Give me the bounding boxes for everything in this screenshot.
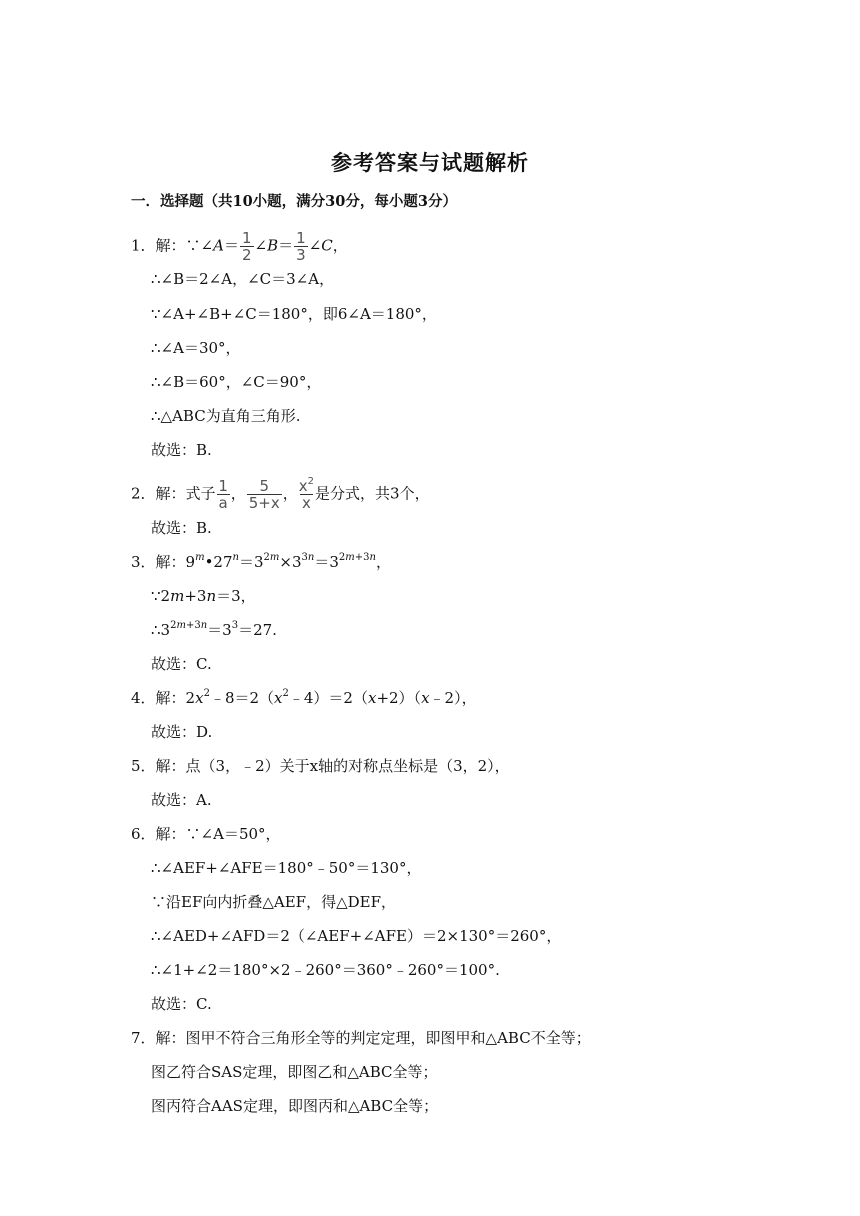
- q7-line-2: 图乙符合SAS定理，即图乙和△ABC全等；: [151, 1063, 438, 1081]
- fraction-1-over-a: [217, 478, 230, 511]
- q6-line-4: ∴∠AED+∠AFD＝2（∠AEF+∠AFE）＝2×130°＝260°，: [151, 927, 562, 945]
- q6-line-2: ∴∠AEF+∠AFE＝180°﹣50°＝130°，: [151, 859, 422, 877]
- fraction-5-over-5-plus-x: [247, 478, 282, 511]
- q1-var: B: [267, 236, 279, 255]
- page-title: 参考答案与试题解析: [331, 150, 529, 175]
- q2-text: 2．解：式子: [131, 484, 216, 503]
- q1-text: ∠: [254, 236, 268, 255]
- numerator-base: x: [298, 477, 308, 495]
- q6-answer: 故选：C.: [151, 995, 212, 1013]
- q7-line-3: 图丙符合AAS定理，即图丙和△ABC全等；: [151, 1097, 439, 1115]
- q3-line-3: $\therefore 3^{2m+3n}=3^3=27$.: [151, 620, 277, 639]
- q1-text: ＝: [223, 236, 239, 255]
- denominator: 5+x: [248, 494, 280, 512]
- q7-line-1: 7．解：图甲不符合三角形全等的判定定理，即图甲和△ABC不全等；: [131, 1029, 591, 1047]
- q2-line-1: [131, 478, 430, 511]
- q2-text: ，: [230, 484, 246, 503]
- denominator: 2: [241, 246, 252, 264]
- q1-text: ，: [332, 236, 348, 255]
- denominator: 3: [296, 246, 306, 264]
- q1-var: A: [213, 236, 224, 255]
- q3-line-2: ∵2m+3n＝3，: [151, 587, 256, 605]
- q5-line-1: 5．解：点（3，﹣2）关于x轴的对称点坐标是（3，2），: [131, 757, 510, 775]
- section-heading: 一．选择题（共10小题，满分30分，每小题3分）: [131, 193, 457, 210]
- q5-answer: 故选：A.: [151, 791, 212, 809]
- denominator: a: [218, 494, 228, 512]
- q1-line-2: ∴∠B＝2∠A，∠C＝3∠A，: [151, 270, 335, 288]
- q6-line-1: 6．解：∵∠A＝50°，: [131, 825, 281, 843]
- q1-line-5: ∴∠B＝60°，∠C＝90°，: [151, 373, 322, 391]
- q2-text: 是分式，共3个，: [315, 484, 430, 503]
- q3-answer: 故选：C.: [151, 655, 212, 673]
- q4-line-1: 4．解：$2x^2﹣8=2(x^2﹣4)=2(x+2)(x﹣2)$，: [131, 688, 477, 707]
- q2-answer: 故选：B.: [151, 519, 212, 537]
- fraction-one-third: [294, 230, 308, 263]
- q1-answer: 故选：B.: [151, 441, 212, 459]
- denominator: x: [301, 494, 311, 512]
- q1-line-3: ∵∠A+∠B+∠C＝180°，即6∠A＝180°，: [151, 305, 437, 323]
- fraction-x2-over-x: [299, 478, 314, 511]
- q1-var: C: [321, 236, 333, 255]
- numerator: 5: [259, 477, 270, 495]
- q1-text: ＝: [278, 236, 294, 255]
- numerator: 1: [296, 229, 306, 247]
- q1-line-1: [131, 230, 348, 263]
- q3-line-1: 3．解：$9^m•27^n=3^{2m}\times 3^{3n}=3^{2m+3n}$，: [131, 552, 391, 571]
- numerator: 1: [241, 229, 252, 247]
- numerator: 1: [218, 477, 228, 495]
- q1-text: ∠: [308, 236, 322, 255]
- q1-line-6: ∴△ABC为直角三角形.: [151, 407, 301, 425]
- q6-line-5: ∴∠1+∠2＝180°×2﹣260°＝360°﹣260°＝100°.: [151, 961, 500, 979]
- fraction-one-half: [240, 230, 254, 263]
- q6-line-3: ∵沿EF向内折叠△AEF，得△DEF，: [151, 893, 397, 911]
- numerator: [299, 478, 314, 494]
- q1-line-4: ∴∠A＝30°，: [151, 339, 241, 357]
- numerator-exponent: 2: [307, 476, 315, 487]
- q4-answer: 故选：D.: [151, 723, 213, 741]
- q1-text: 1．解：∵∠: [131, 236, 214, 255]
- q2-text: ，: [282, 484, 298, 503]
